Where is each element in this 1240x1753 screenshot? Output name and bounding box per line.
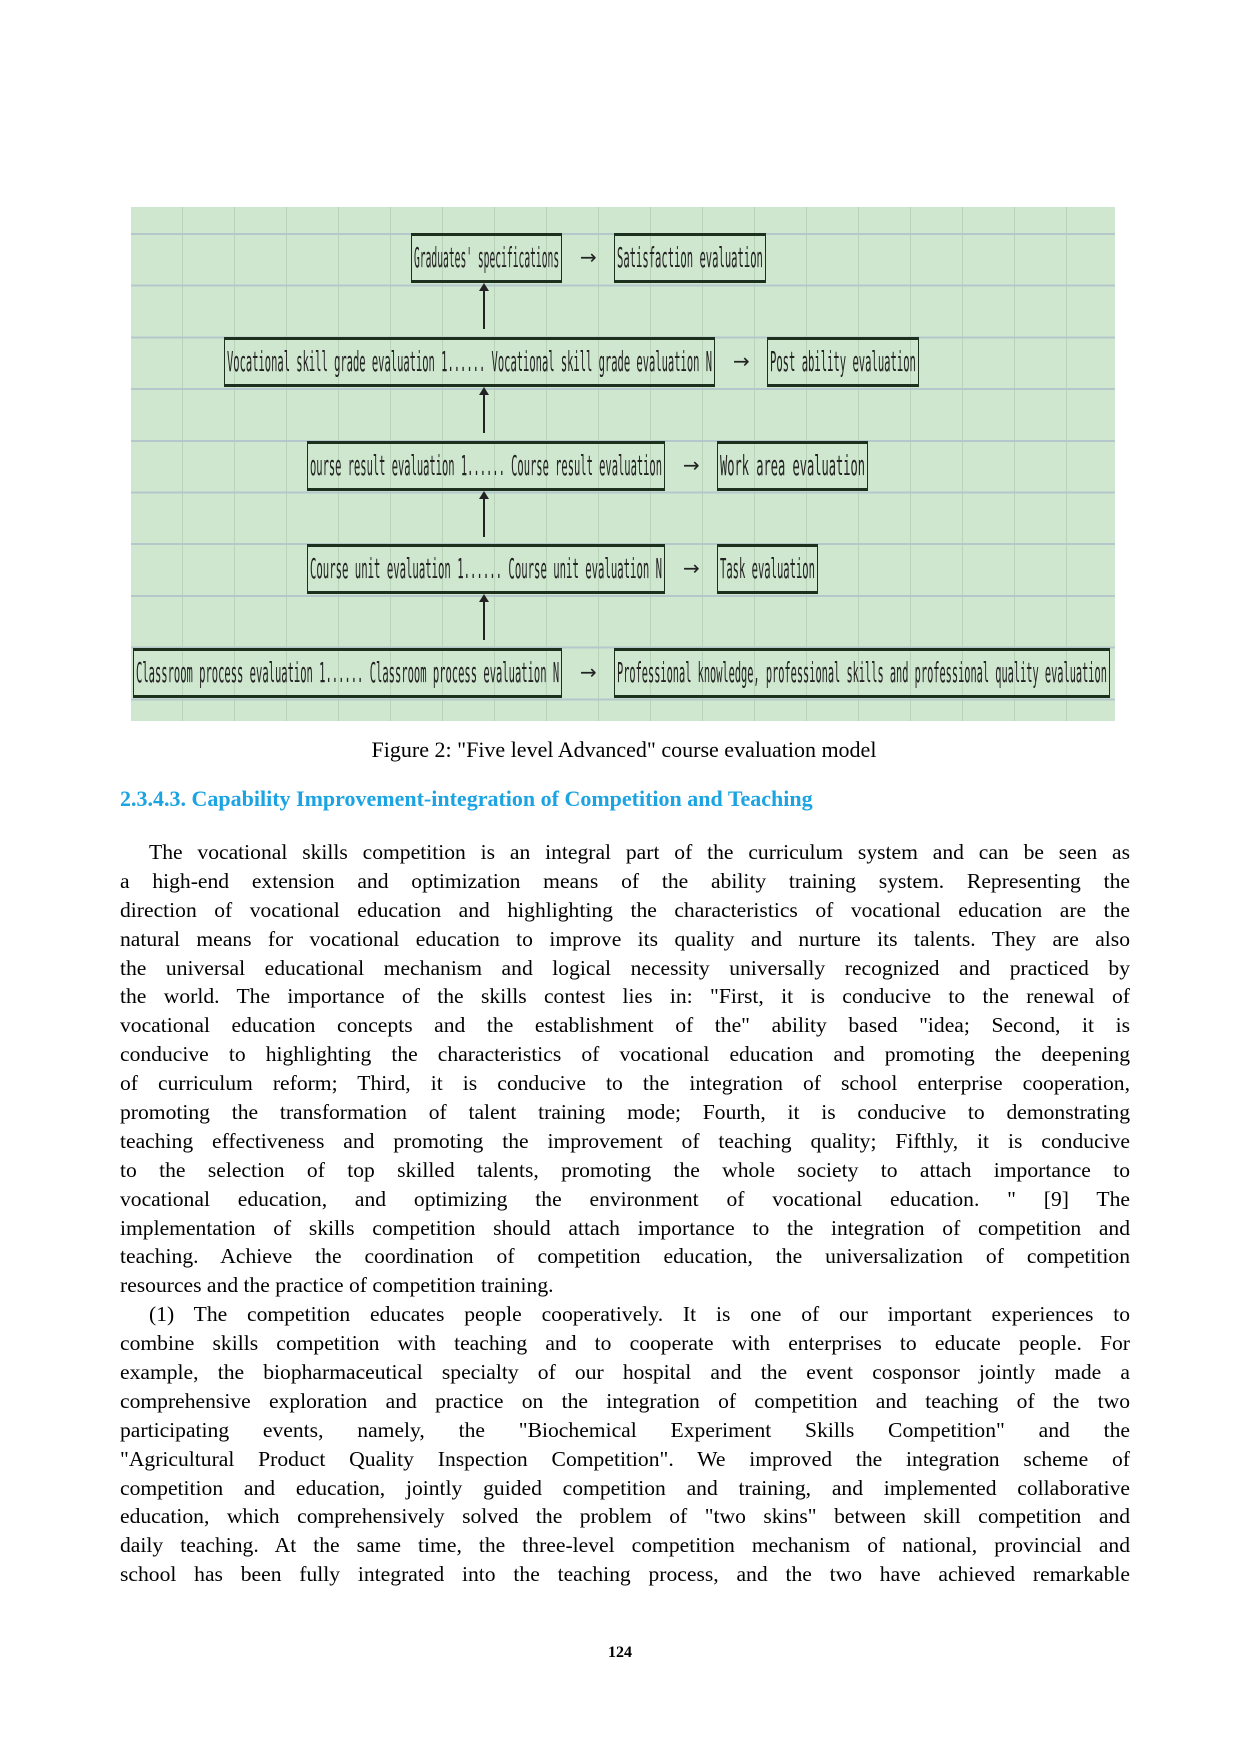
text-line: daily teaching. At the same time, the three-level competition mechanism of national, provincial and: [120, 1533, 1130, 1558]
text-line: comprehensive exploration and practice on the integration of competition and teaching of the two: [120, 1388, 1130, 1413]
box-label: Course unit evaluation 1...... Course unit evaluation N: [310, 552, 663, 585]
level-box: [411, 233, 562, 283]
right-arrow-icon: →: [683, 453, 700, 477]
right-arrow-icon: →: [580, 245, 597, 269]
outcome-box: [767, 337, 919, 387]
right-arrow-icon: →: [580, 660, 597, 684]
up-arrow-icon: [483, 600, 485, 640]
page-number: 124: [608, 1644, 632, 1661]
box-label: ourse result evaluation 1...... Course result evaluation: [310, 449, 663, 482]
text-line: teaching effectiveness and promoting the improvement of teaching quality; Fifthly, it is conducive: [120, 1128, 1130, 1153]
outcome-box: [614, 233, 766, 283]
right-arrow-icon: →: [733, 349, 750, 373]
text-line: of curriculum reform; Third, it is conducive to the integration of school enterprise cooperation,: [120, 1071, 1130, 1096]
level-box: [133, 648, 562, 698]
text-line: implementation of skills competition should attach importance to the integration of competition and: [120, 1215, 1130, 1240]
text-line: vocational education concepts and the establishment of the" ability based "idea; Second, it is: [120, 1013, 1130, 1038]
box-label: Professional knowledge, professional skills and professional quality evaluation: [617, 656, 1107, 689]
text-line: the universal educational mechanism and logical necessity universally recognized and practiced by: [120, 955, 1130, 980]
outcome-box: [614, 648, 1110, 698]
box-label: Work area evaluation: [720, 449, 866, 482]
text-line: (1) The competition educates people cooperatively. It is one of our important experiences to: [149, 1302, 1130, 1327]
outcome-box: [717, 544, 818, 594]
text-line: combine skills competition with teaching and to cooperate with enterprises to educate people. For: [120, 1331, 1130, 1356]
text-line: participating events, namely, the "Biochemical Experiment Skills Competition" and the: [120, 1417, 1130, 1442]
text-line: competition and education, jointly guided competition and training, and implemented collaborative: [120, 1475, 1130, 1500]
text-line: the world. The importance of the skills contest lies in: "First, it is conducive to the renewal of: [120, 984, 1130, 1009]
section-heading: 2.3.4.3. Capability Improvement-integration of Competition and Teaching: [120, 786, 813, 811]
box-label: Classroom process evaluation 1...... Classroom process evaluation N: [136, 656, 560, 689]
box-label: Vocational skill grade evaluation 1...... Vocational skill grade evaluation N: [227, 345, 713, 378]
figure-caption: Figure 2: "Five level Advanced" course evaluation model: [371, 737, 877, 762]
level-box: [307, 441, 665, 491]
text-line: "Agricultural Product Quality Inspection Competition". We improved the integration scheme of: [120, 1446, 1130, 1471]
box-label: Satisfaction evaluation: [617, 241, 763, 274]
text-line: promoting the transformation of talent training mode; Fourth, it is conducive to demonstrating: [120, 1100, 1130, 1125]
up-arrow-icon: [483, 393, 485, 433]
box-label: Graduates' specifications: [414, 241, 560, 274]
text-line: natural means for vocational education to improve its quality and nurture its talents. They are also: [120, 926, 1130, 951]
box-label: Task evaluation: [720, 552, 815, 585]
box-label: Post ability evaluation: [770, 345, 916, 378]
text-line: to the selection of top skilled talents, promoting the whole society to attach importance to: [120, 1157, 1130, 1182]
text-line: teaching. Achieve the coordination of competition education, the universalization of competition: [120, 1244, 1130, 1269]
text-line: vocational education, and optimizing the environment of vocational education. " [9] The: [120, 1186, 1130, 1211]
right-arrow-icon: →: [683, 556, 700, 580]
outcome-box: [717, 441, 868, 491]
up-arrow-icon: [483, 289, 485, 329]
text-line: example, the biopharmaceutical specialty of our hospital and the event cosponsor jointly made a: [120, 1360, 1130, 1385]
text-line: a high-end extension and optimization means of the ability training system. Representing the: [120, 868, 1130, 893]
text-line: education, which comprehensively solved the problem of "two skins" between skill competition and: [120, 1504, 1130, 1529]
level-box: [307, 544, 665, 594]
text-line: resources and the practice of competition training.: [120, 1273, 554, 1298]
text-line: direction of vocational education and highlighting the characteristics of vocational education are the: [120, 897, 1130, 922]
up-arrow-icon: [483, 497, 485, 537]
text-line: school has been fully integrated into the teaching process, and the two have achieved remarkable: [120, 1562, 1130, 1587]
text-line: The vocational skills competition is an integral part of the curriculum system and can be seen as: [149, 840, 1130, 864]
body-text: [120, 838, 1130, 1589]
evaluation-model-diagram: [131, 207, 1115, 721]
level-box: [224, 337, 715, 387]
text-line: conducive to highlighting the characteristics of vocational education and promoting the deepening: [120, 1042, 1130, 1067]
